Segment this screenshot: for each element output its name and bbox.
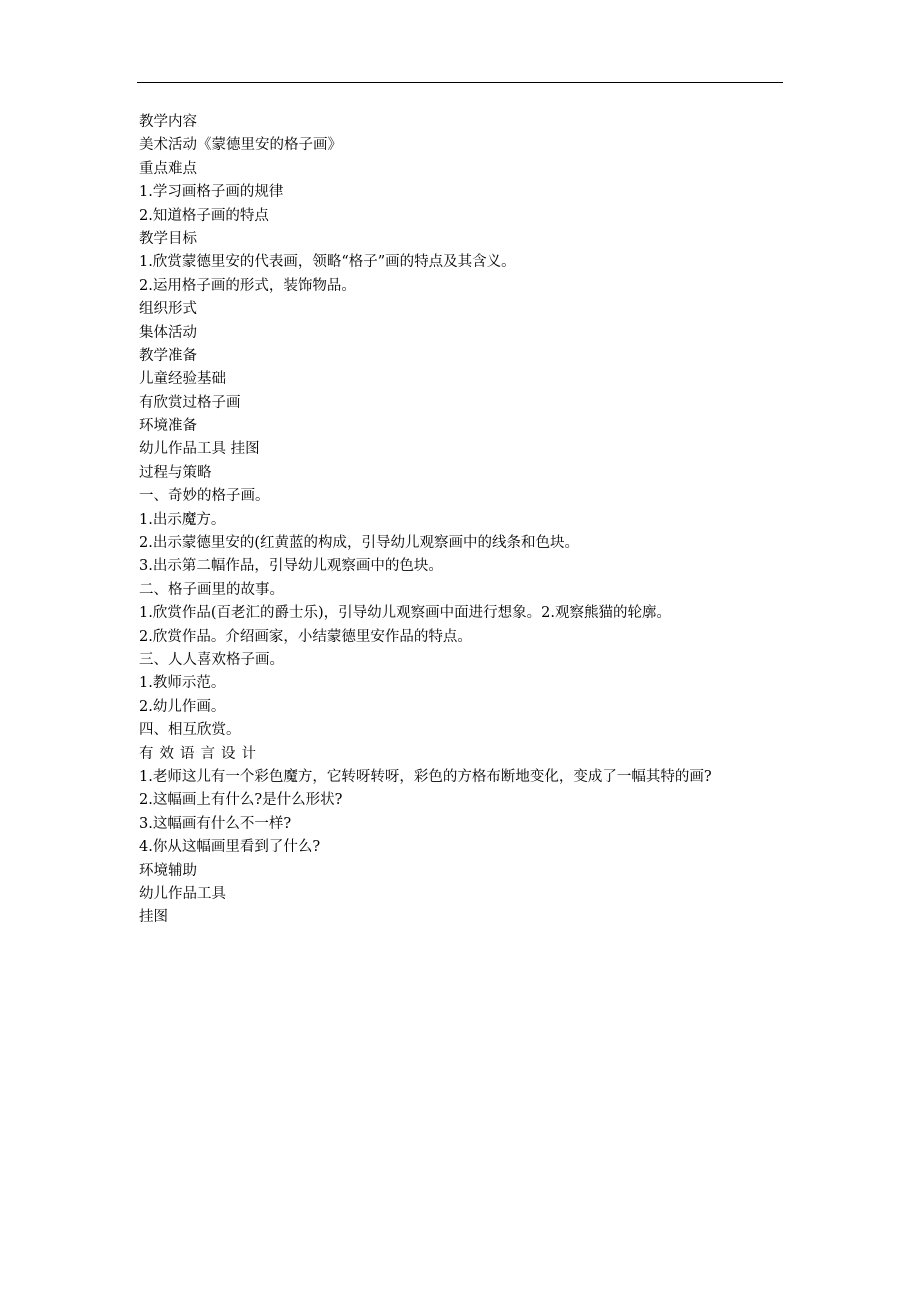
- section-3-step-1: 1.教师示范。: [139, 675, 226, 692]
- question-1: 1.老师这儿有一个彩色魔方，它转呀转呀，彩色的方格布断地变化，变成了一幅其特的画?: [139, 768, 712, 785]
- experience-value: 有欣赏过格子画: [139, 394, 241, 411]
- section-1-step-2: 2.出示蒙德里安的(红黄蓝的构成，引导幼儿观察画中的线条和色块。: [139, 535, 579, 552]
- activity-title: 美术活动《蒙德里安的格子画》: [139, 137, 342, 154]
- heading-process: 过程与策略: [139, 464, 212, 481]
- section-2-step-2: 2.欣赏作品。介绍画家，小结蒙德里安作品的特点。: [139, 628, 472, 645]
- question-3: 3.这幅画有什么不一样?: [139, 815, 292, 832]
- header-rule: [137, 82, 783, 83]
- aid-2: 挂图: [139, 909, 168, 926]
- section-3-title: 三、人人喜欢格子画。: [139, 651, 284, 668]
- section-3-step-2: 2.幼儿作画。: [139, 698, 226, 715]
- heading-environment-aids: 环境辅助: [139, 862, 197, 879]
- section-2-step-1: 1.欣赏作品(百老汇的爵士乐)，引导幼儿观察画中面进行想象。2.观察熊猫的轮廓。: [139, 605, 671, 622]
- organization-value: 集体活动: [139, 324, 197, 341]
- section-1-step-3: 3.出示第二幅作品，引导幼儿观察画中的色块。: [139, 558, 443, 575]
- question-2: 2.这幅画上有什么?是什么形状?: [139, 792, 343, 809]
- heading-teaching-content: 教学内容: [139, 114, 197, 130]
- heading-preparation: 教学准备: [139, 347, 197, 364]
- question-4: 4.你从这幅画里看到了什么?: [139, 839, 321, 856]
- section-4-title: 四、相互欣赏。: [139, 722, 241, 739]
- heading-language-design: 有效语言设计: [139, 745, 262, 762]
- key-point-1: 1.学习画格子画的规律: [139, 184, 284, 201]
- section-2-title: 二、格子画里的故事。: [139, 581, 284, 598]
- heading-environment: 环境准备: [139, 418, 197, 435]
- section-1-title: 一、奇妙的格子画。: [139, 488, 270, 505]
- heading-teaching-goals: 教学目标: [139, 230, 197, 247]
- section-1-step-1: 1.出示魔方。: [139, 511, 226, 528]
- goal-1: 1.欣赏蒙德里安的代表画，领略“格子”画的特点及其含义。: [139, 254, 516, 271]
- document-body: [139, 111, 789, 930]
- aid-1: 幼儿作品工具: [139, 885, 226, 902]
- heading-organization: 组织形式: [139, 301, 197, 318]
- heading-experience: 儿童经验基础: [139, 371, 226, 388]
- environment-value: 幼儿作品工具 挂图: [139, 441, 260, 458]
- heading-key-points: 重点难点: [139, 160, 197, 177]
- goal-2: 2.运用格子画的形式，装饰物品。: [139, 277, 356, 294]
- key-point-2: 2.知道格子画的特点: [139, 207, 269, 224]
